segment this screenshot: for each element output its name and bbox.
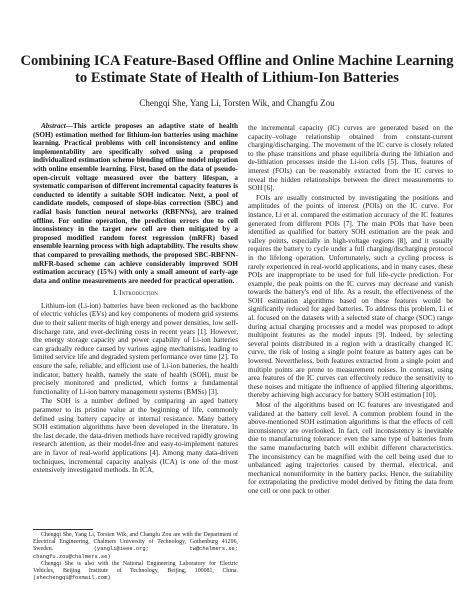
footnote-second-affiliation-text: Chengqi She is also with the National Engineering Laboratory for Electric Vehicles, Beijing Institute of Technology, Beijing, 100081, China. — [33, 560, 238, 575]
footnote-email-1: (yangli@ieee.org; — [93, 546, 149, 553]
left-column — [33, 122, 238, 476]
footnote-rule — [33, 529, 93, 530]
author-list: Chengqi She, Yang Li, Torsten Wik, and Changfu Zou — [139, 98, 335, 108]
footnotes — [33, 532, 238, 582]
right-paragraph-3: Most of the algorithms based on IC features are investigated and validated at the battery cell level. A common problem found in the above-mentioned SOH estimation algorithms is that the effects of cell inconsistency are overlooked. In fact, cell inconsistency is inevitable due to manufacturing tolerance: even the same type of batteries from the same manufacturing batch will exhibit different characteristics. The inconsistency can be magnified with the cell being used due to unbalanced aging trajectories caused by thermal, electrical, and mechanical nonuniformity in the battery packs. Hence, the suitability for extrapolating the predictive model derived by fitting the data from one cell or one pack to other — [248, 401, 453, 495]
abstract-label: Abstract — [41, 122, 66, 130]
footnote-second-affiliation — [33, 561, 238, 583]
footnote-affiliation — [33, 532, 238, 561]
right-paragraph-2: FOIs are usually constructed by investigating the positions and amplitudes of the points of interest (POIs) on the IC curve. For instance, Li et al. compared the estimation accuracy of the IC features generated from different POIs [7]. The main POIs that have been identified as qualified for battery SOH estimation are the peak and valley points, especially in high-voltage regions [8], and it usually requires the battery to cycle under a full charging/discharging protocol in the lifelong operation. Unfortunately, such a cycling process is rarely experienced in real-world applications, and in many cases, these POIs are inappropriate to be used for full life-cycle prediction. For example, the peak points on the IC curves may decrease and vanish towards the battery's end of life. As a result, the effectiveness of the SOH estimation algorithms based on these features would be significantly reduced for aged batteries. To address this problem, Li et al. focused on the datasets with a selected state of charge (SOC) range during actual charging processes and a model was proposed to adopt multipoint features as the model inputs [9]. Indeed, by selecting several points distributed in a region with a drastically changed IC curve, the risk of losing a single point feature as battery ages can be lowered. Nevertheless, both features extracted from a single point and multiple points are prone to measurement noises. In contrast, using area features of the IC curves can effectively reduce the sensitivity to these noises and mitigate the influence of applied filtering algorithms, thereby achieving high accuracy for battery SOH estimation [10]. — [248, 193, 453, 400]
right-paragraph-1: the incremental capacity (IC) curves are generated based on the capacity–voltage relationship obtained from constant-current charging/discharging. The movement of the IC curve is closely related to the phase transitions and phase equilibria during the lithiation and de-lithiation processes inside the Li-ion cells [5]. Thus, features of interest (FOIs) can be reasonably extracted from the IC curves to reveal the hidden relationships between the direct measurements to SOH [6]. — [248, 124, 453, 193]
abstract-text: This article proposes an adaptive state of health (SOH) estimation method for lithium-ion batteries using machine learning. Practical problems with cell inconsistency and online implementability are specifically solved using a proposed individualized estimation scheme blending offline model migration with online ensemble learning. First, based on the data of pseudo-open-circuit voltage measured over the battery lifespan, a systematic comparison of different incremental capacity features is conducted to identify a suitable SOH indicator. Next, a pool of candidate models, composed of slope-bias correction (SBC) and radial basis function neural networks (RBFNNs), are trained offline. For online operation, the prediction errors due to cell inconsistency in the target new cell are then mitigated by a proposed modified random forest regression (mRFR) based ensemble learning process with high adaptability. The results show that compared to prevailing methods, the proposed SBC-RBFNN-mRFR-based scheme can achieve considerably improved SOH estimation accuracy (15%) with only a small amount of early-age data and online measurements are needed for practical operation. — [33, 122, 238, 285]
paper-title: Combining ICA Feature-Based Offline and Online Machine Learning to Estimate State of Health of Lithium-Ion Batteries — [20, 53, 454, 86]
section-heading-introduction: I. Introduction — [113, 288, 158, 298]
intro-paragraph-1: Lithium-ion (Li-ion) batteries have been reckoned as the backbone of electric vehicles (EVs) and key components of modern grid systems due to their salient merits of high energy and power densities, low self-discharge rate, and ever-declining costs in recent years [1]. However, the energy storage capacity and power capability of Li-ion batteries can gradually reduce caused by various aging mechanisms, leading to limited service life and degraded system performance over time [2]. To ensure the safe, reliable, and efficient use of Li-ion batteries, the health indicator, battery health, namely the state of health (SOH), must be precisely monitored and predicted, which forms a fundamental functionality of Li-ion battery management systems (BMSs) [3]. — [33, 301, 238, 396]
footnote-email-2: tw@chalmers.se; changfu.zou@chalmers.se) — [33, 546, 238, 560]
abstract — [33, 122, 238, 285]
footnote-affiliation-text: Chengqi She, Yang Li, Torsten Wik, and Changfu Zou are with the Department of Electrical Engineering, Chalmers University of Technology, Gothenburg 41296, Sweden. — [33, 532, 238, 553]
right-column — [248, 124, 453, 497]
intro-paragraph-2: The SOH is a number defined by comparing an aged battery parameter to its pristine value at the beginning of life, commonly defined using battery capacity or internal resistance. Many battery SOH estimation algorithms have been developed in the literature. In the last decade, the data-driven methods have received rapidly growing research attention, as their model-free and easy-to-implement natures are in favor of real-world applications [4]. Among many data-driven techniques, incremental capacity analysis (ICA) is one of the most extensively investigated methods. In ICA, — [33, 397, 238, 475]
abstract-dash: — — [65, 122, 73, 130]
footnote-email-3: (shechengqi@foxmail.com) — [33, 575, 111, 582]
